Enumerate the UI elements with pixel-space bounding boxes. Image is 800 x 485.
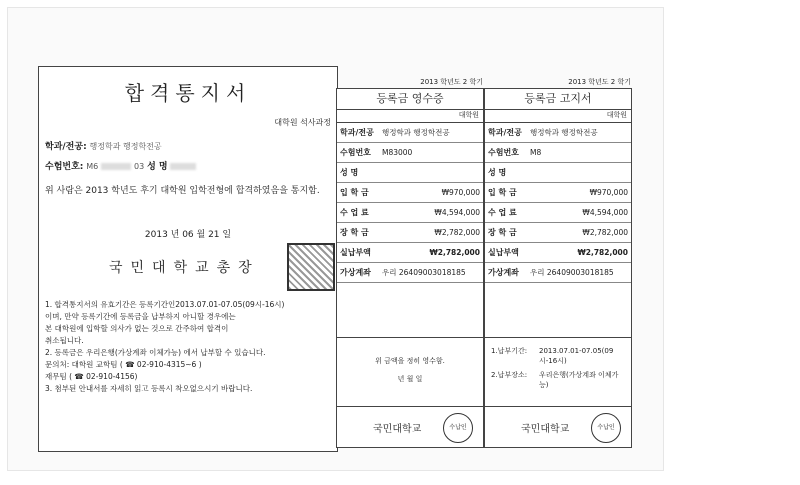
- row-value: 우리 26409003018185: [382, 268, 466, 277]
- bill-row: [485, 183, 631, 203]
- row-value: 행정학과 행정학전공: [530, 128, 598, 137]
- receipt-row: [337, 123, 483, 143]
- bill-row: [485, 163, 631, 183]
- receipt-row: [337, 143, 483, 163]
- note-line: 이며, 만약 등록기간에 등록금을 납부하지 아니할 경우에는: [45, 312, 236, 321]
- row-key: 장 학 금: [488, 228, 517, 237]
- bill-year: 2013 학년도 2 학기: [568, 78, 631, 86]
- receipt-university: 국민대학교: [373, 424, 422, 435]
- receipt-row: [337, 163, 483, 183]
- row-key: 성 명: [340, 168, 359, 177]
- row-value: ₩4,594,000: [434, 208, 480, 217]
- dept-line: [45, 139, 162, 152]
- row-key: 학과/전공: [340, 128, 374, 137]
- row-key: 수험번호: [340, 148, 371, 157]
- pay-period: 2013.07.01-07.05(09시-16시): [539, 347, 614, 365]
- bill-row: [485, 123, 631, 143]
- row-value: ₩4,594,000: [582, 208, 628, 217]
- dept-label: 학과/전공:: [45, 142, 87, 152]
- row-key: 수험번호: [488, 148, 519, 157]
- tuition-receipt: [336, 78, 484, 448]
- receipt-footer: [337, 406, 483, 447]
- row-key: 가상계좌: [488, 268, 519, 277]
- tuition-bill: [484, 78, 632, 448]
- notice-subtitle: 대학원 석사과정: [274, 118, 331, 127]
- receipt-title: 등록금 영수증: [337, 89, 483, 110]
- pay-place: 우리은행(가상계좌 이체가능): [539, 371, 619, 389]
- row-value: ₩970,000: [441, 188, 480, 197]
- receipt-institution: 대학원: [337, 110, 483, 123]
- row-value: 행정학과 행정학전공: [382, 128, 450, 137]
- bill-university: 국민대학교: [521, 424, 570, 435]
- exam-label: 수험번호:: [45, 162, 84, 172]
- row-key: 학과/전공: [488, 128, 522, 137]
- notice-title: 합격통지서: [124, 81, 252, 105]
- pay-period-label: 1.납부기간:: [491, 347, 528, 355]
- note-line: 본 대학원에 입학할 의사가 없는 것으로 간주하여 합격이: [45, 324, 229, 333]
- bill-row: [485, 243, 631, 263]
- row-value: ₩970,000: [589, 188, 628, 197]
- bill-row: [485, 263, 631, 283]
- bill-row: [485, 143, 631, 163]
- note-line: 취소됩니다.: [45, 336, 84, 345]
- exam-value-2: 03: [134, 162, 145, 171]
- bill-stamp: 수납인: [591, 413, 621, 443]
- bill-row: [485, 203, 631, 223]
- row-key: 수 업 료: [488, 208, 517, 217]
- bill-row: [485, 223, 631, 243]
- notes: [45, 299, 331, 395]
- bill-footer: [485, 406, 631, 447]
- exam-line: [45, 159, 196, 172]
- row-value: M8: [530, 148, 542, 157]
- row-key: 입 학 금: [488, 188, 517, 197]
- receipt-date-line: 년 월 일: [397, 375, 423, 383]
- note-line: 문의처: 대학원 교학팀 ( ☎ 02-910-4315~6 ): [45, 360, 202, 369]
- row-key: 실납부액: [488, 248, 519, 257]
- school-name: 국민대학교총장: [109, 260, 260, 276]
- notice-date: 2013 년 06 월 21 일: [144, 230, 232, 240]
- row-key: 성 명: [488, 168, 507, 177]
- bill-middle: [485, 337, 631, 408]
- note-line: 2. 등록금은 우리은행(가상계좌 이체가능) 에서 납부할 수 있습니다.: [45, 348, 266, 357]
- receipt-stamp: 수납인: [443, 413, 473, 443]
- row-value: M83000: [382, 148, 413, 157]
- note-line: 3. 첨부된 안내서를 자세히 읽고 등록시 착오없으시기 바랍니다.: [45, 384, 253, 393]
- row-value: ₩2,782,000: [577, 248, 628, 257]
- row-key: 입 학 금: [340, 188, 369, 197]
- receipt-row: [337, 203, 483, 223]
- note-line: 1. 합격통지서의 유효기간은 등록기간인2013.07.01-07.05(09시-16시): [45, 300, 285, 309]
- admission-notice: [38, 66, 338, 452]
- document-sheet: [8, 8, 663, 470]
- row-value: 우리 26409003018185: [530, 268, 614, 277]
- row-key: 가상계좌: [340, 268, 371, 277]
- receipt-confirm: 위 금액을 정히 영수함.: [375, 357, 445, 365]
- notice-body: 위 사람은 2013 학년도 후기 대학원 입학전형에 합격하였음을 통지함.: [45, 186, 320, 196]
- row-value: ₩2,782,000: [434, 228, 480, 237]
- dept-value: 행정학과 행정학전공: [89, 142, 162, 151]
- receipt-middle: [337, 337, 483, 408]
- row-key: 장 학 금: [340, 228, 369, 237]
- pay-place-label: 2.납부장소:: [491, 371, 528, 379]
- receipt-row: [337, 223, 483, 243]
- row-value: ₩2,782,000: [582, 228, 628, 237]
- row-key: 수 업 료: [340, 208, 369, 217]
- receipt-row: [337, 183, 483, 203]
- receipt-year: 2013 학년도 2 학기: [420, 78, 483, 86]
- redaction: [101, 163, 131, 170]
- receipt-row: [337, 243, 483, 263]
- redaction: [170, 163, 196, 170]
- name-label: 성 명: [147, 162, 168, 172]
- official-seal: [287, 243, 335, 291]
- receipt-row: [337, 263, 483, 283]
- row-value: ₩2,782,000: [429, 248, 480, 257]
- row-key: 실납부액: [340, 248, 371, 257]
- bill-title: 등록금 고지서: [485, 89, 631, 110]
- bill-institution: 대학원: [485, 110, 631, 123]
- exam-value: M6: [86, 162, 99, 171]
- note-line: 재무팀 ( ☎ 02-910-4156): [45, 372, 138, 381]
